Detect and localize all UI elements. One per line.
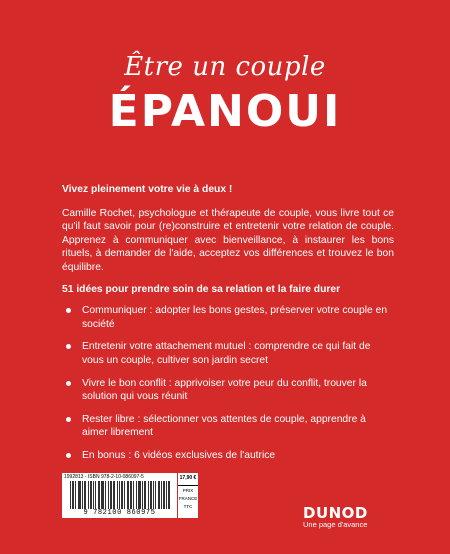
bullet-item — [62, 449, 394, 463]
bullet-dot-icon — [66, 308, 71, 313]
bullet-item — [62, 304, 394, 331]
price-label-line: TTC — [183, 504, 193, 509]
bullet-dot-icon — [66, 453, 71, 458]
title-main: ÉPANOUI — [108, 86, 342, 137]
bullet-item — [62, 377, 394, 404]
bullet-dot-icon — [66, 381, 71, 386]
bullet-text: Rester libre : sélectionner vos attentes de couple, apprendre à aimer librement — [82, 413, 366, 439]
price-label-line: FRANCE — [178, 496, 198, 501]
bullet-dot-icon — [66, 417, 71, 422]
bullet-list — [62, 304, 394, 462]
bullet-text: Entretenir votre attachement mutuel : comprendre ce qui fait de vous un couple, cultiver son jardin secret — [82, 341, 371, 366]
intro-paragraph: Camille Rochet, psychologue et thérapeute de couple, vous livre tout ce qu'il faut savoir pour (re)construire et entretenir votre relation de couple. Apprenez à communiquer avec bienveillance, à instaurer les bons rituels, à demander de l'aide, acceptez vos différences et trouvez le bon équilibre. — [62, 207, 394, 273]
barcode-digits: 9 782100 860975 — [83, 509, 156, 517]
bullet-dot-icon — [66, 344, 71, 349]
barcode-icon — [70, 481, 170, 509]
back-cover-text — [62, 183, 394, 472]
bullet-item — [62, 413, 394, 440]
title-script-line: Être un couple — [124, 52, 326, 82]
price-label — [178, 473, 198, 518]
lead-sentence: Vivez pleinement votre vie à deux ! — [62, 184, 233, 195]
price-label-line: PRIX — [182, 488, 194, 493]
bullet-item — [62, 340, 394, 367]
bullet-text: Vivre le bon conflit : apprivoiser votre peur du conflit, trouver la solution qui vous réunit — [82, 377, 367, 403]
isbn-line: 1992813 - ISBN 978-2-10-086097-5 — [64, 474, 144, 480]
barcode-label — [62, 473, 177, 518]
publisher-tagline: Une page d'avance — [303, 520, 368, 529]
bullet-text: Communiquer : adopter les bons gestes, préserver votre couple en société — [82, 305, 388, 330]
publisher-logo: DUNOD — [303, 504, 368, 522]
ideas-subtitle: 51 idées pour prendre soin de sa relation et la faire durer — [62, 283, 341, 295]
price-amount: 17,90 € — [178, 473, 198, 486]
bullet-text: En bonus : 6 vidéos exclusives de l'autrice — [82, 449, 276, 461]
